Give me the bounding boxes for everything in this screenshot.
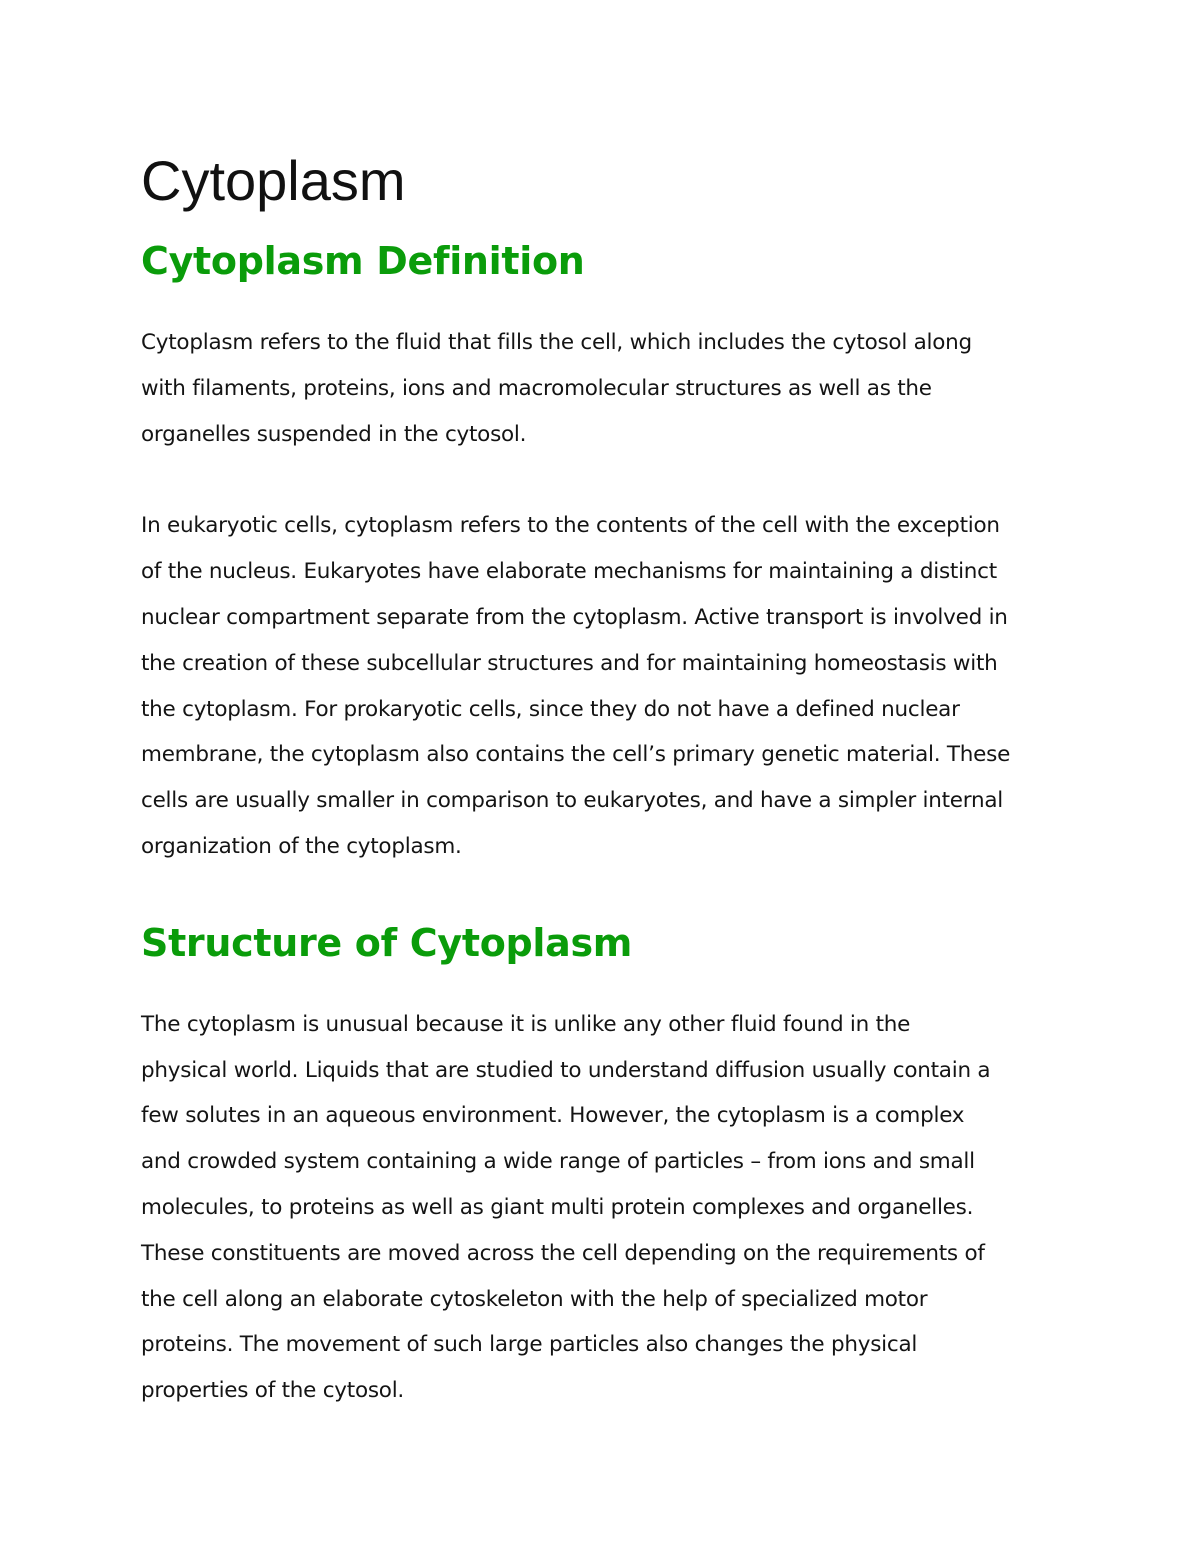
text-line: properties of the cytosol. [141, 1378, 405, 1404]
document-content [141, 148, 1081, 1414]
section-body-structure [141, 1002, 1081, 1414]
text-line: In eukaryotic cells, cytoplasm refers to the contents of the cell with the exception [141, 513, 1000, 539]
text-line: the cytoplasm. For prokaryotic cells, since they do not have a defined nuclear [141, 696, 960, 722]
section-heading-structure: Structure of Cytoplasm [141, 920, 633, 965]
text-line: The cytoplasm is unusual because it is unlike any other fluid found in the [141, 1011, 911, 1037]
text-line: with filaments, proteins, ions and macromolecular structures as well as the [141, 375, 932, 401]
text-line: physical world. Liquids that are studied to understand diffusion usually contain a [141, 1057, 991, 1083]
text-line: organization of the cytoplasm. [141, 833, 462, 859]
text-line: organelles suspended in the cytosol. [141, 421, 527, 447]
paragraph [141, 320, 1081, 457]
text-line: proteins. The movement of such large particles also changes the physical [141, 1332, 918, 1358]
text-line: Cytoplasm refers to the fluid that fills the cell, which includes the cytosol along [141, 330, 972, 355]
paragraph [141, 503, 1081, 869]
text-line: membrane, the cytoplasm also contains the cell’s primary genetic material. These [141, 742, 1011, 768]
text-line: the creation of these subcellular structures and for maintaining homeostasis with [141, 650, 998, 676]
text-line: nuclear compartment separate from the cytoplasm. Active transport is involved in [141, 604, 1008, 630]
text-line: the cell along an elaborate cytoskeleton with the help of specialized motor [141, 1286, 928, 1312]
text-line: of the nucleus. Eukaryotes have elaborate mechanisms for maintaining a distinct [141, 559, 997, 585]
document-title: Cytoplasm [141, 149, 406, 212]
section-heading-definition: Cytoplasm Definition [141, 239, 585, 283]
text-line: These constituents are moved across the cell depending on the requirements of [141, 1240, 985, 1266]
text-line: few solutes in an aqueous environment. However, the cytoplasm is a complex [141, 1103, 965, 1129]
section-body-definition [141, 320, 1081, 870]
paragraph [141, 1002, 1081, 1414]
text-line: cells are usually smaller in comparison to eukaryotes, and have a simpler internal [141, 788, 1004, 814]
text-line: molecules, to proteins as well as giant multi protein complexes and organelles. [141, 1194, 974, 1220]
text-line: and crowded system containing a wide range of particles – from ions and small [141, 1149, 975, 1175]
